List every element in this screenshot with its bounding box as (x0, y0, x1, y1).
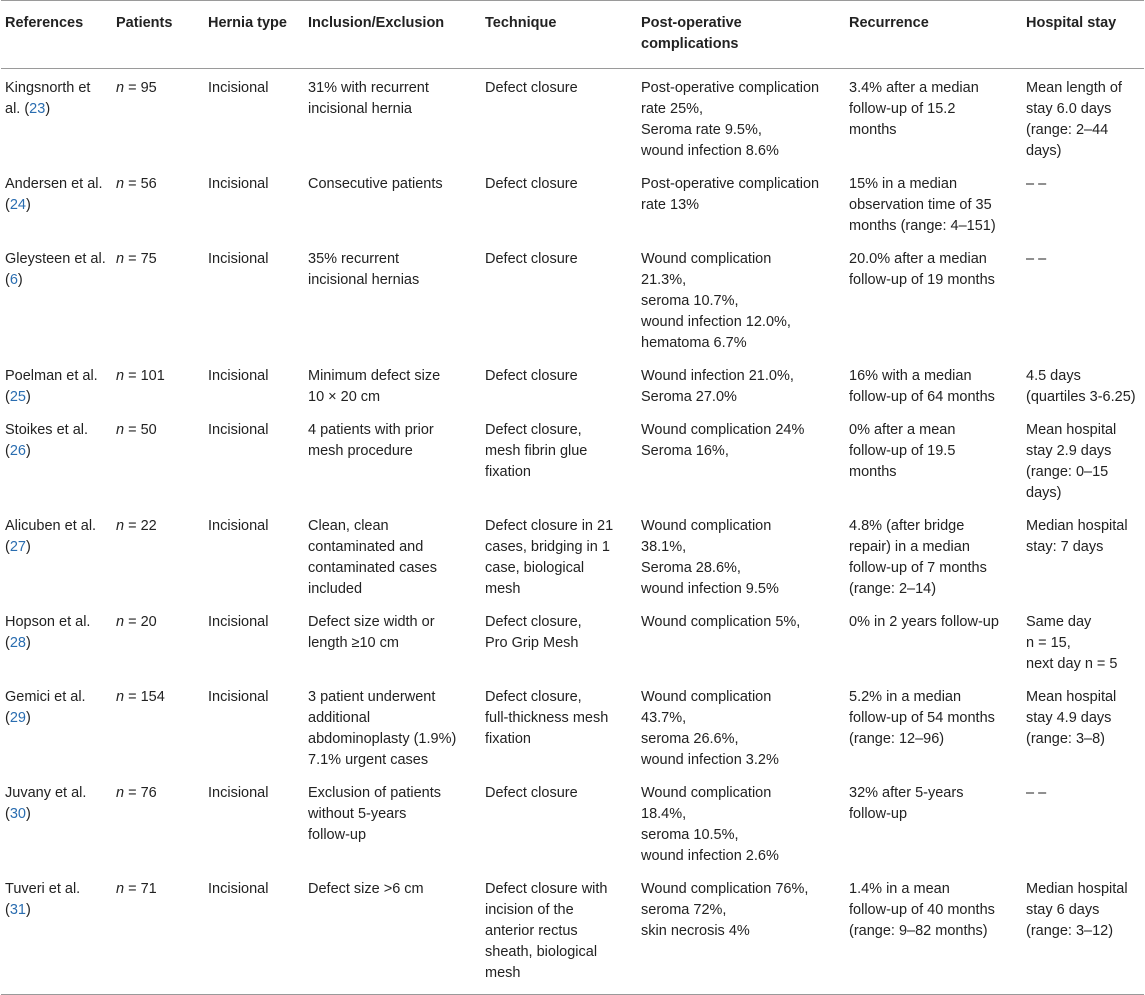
cell-line: seroma 26.6%, (641, 731, 739, 747)
cell-line: Mean hospital (1026, 689, 1117, 705)
cell-line: 43.7%, (641, 710, 687, 726)
cell-line: stay 6 days (1026, 902, 1100, 918)
cell-hernia-type: Incisional (208, 422, 269, 438)
cell-hospital-stay (1022, 606, 1144, 681)
cell-line: contaminated and (308, 539, 424, 555)
cell-complications (637, 510, 845, 606)
header-row (1, 1, 1144, 69)
cell-hospital-stay (1022, 69, 1144, 169)
cell-hernia-type: Incisional (208, 518, 269, 534)
cell-technique (481, 606, 637, 681)
cell-line: follow-up of 7 months (849, 560, 987, 576)
cell-line: without 5-years (308, 806, 407, 822)
reference-link[interactable]: 6 (9, 272, 18, 288)
reference-author: Stoikes et al. ( (5, 422, 89, 459)
cell-line: stay 4.9 days (1026, 710, 1112, 726)
cell-line: Seroma 16%, (641, 443, 729, 459)
cell-line: Median hospital (1026, 518, 1128, 534)
cell-line: Defect closure, (485, 689, 582, 705)
cell-line: sheath, biological (485, 944, 598, 960)
cell-hernia-type: Incisional (208, 368, 269, 384)
cell-patients (112, 873, 204, 995)
cell-line: 35% recurrent (308, 251, 400, 267)
reference-author: Poelman et al. ( (5, 368, 98, 405)
table-body (1, 69, 1144, 995)
cell-line: 18.4%, (641, 806, 687, 822)
cell-line: anterior rectus (485, 923, 578, 939)
cell-line: n = 15, (1026, 635, 1071, 651)
cell-line: Wound complication (641, 251, 772, 267)
cell-line: contaminated cases (308, 560, 437, 576)
patients-count: = 20 (124, 614, 157, 630)
cell-inclusion (304, 681, 481, 777)
cell-recurrence (845, 360, 1022, 414)
cell-line: stay 2.9 days (1026, 443, 1112, 459)
cell-line: mesh procedure (308, 443, 413, 459)
reference-author: Gleysteen et al. ( (5, 251, 106, 288)
cell-line: follow-up of 40 months (849, 902, 995, 918)
cell-complications (637, 360, 845, 414)
cell-line: – – (1026, 785, 1047, 801)
cell-inclusion (304, 243, 481, 360)
cell-line: seroma 10.7%, (641, 293, 739, 309)
cell-line: follow-up of 54 months (849, 710, 995, 726)
cell-line: – – (1026, 251, 1047, 267)
cell-line: 10 × 20 cm (308, 389, 381, 405)
cell-line: Defect closure (485, 176, 578, 192)
cell-line: full-thickness mesh (485, 710, 609, 726)
reference-author: Kingsnorth et al. ( (5, 80, 91, 117)
reference-link[interactable]: 25 (9, 389, 26, 405)
cell-inclusion (304, 606, 481, 681)
cell-line: (quartiles 3-6.25) (1026, 389, 1136, 405)
cell-reference (1, 243, 112, 360)
cell-line: observation time of 35 (849, 197, 992, 213)
cell-line: rate 13% (641, 197, 700, 213)
cell-hospital-stay (1022, 414, 1144, 510)
cell-inclusion (304, 873, 481, 995)
cell-complications (637, 243, 845, 360)
table-row (1, 510, 1144, 606)
cell-line: 4 patients with prior (308, 422, 434, 438)
cell-hospital-stay (1022, 168, 1144, 243)
cell-line: abdominoplasty (1.9%) (308, 731, 457, 747)
cell-line: months (range: 4–151) (849, 218, 996, 234)
patients-n-symbol: n (116, 251, 125, 267)
header-hospital-stay: Hospital stay (1022, 1, 1144, 69)
header-hernia-type: Hernia type (204, 1, 304, 69)
reference-close: ) (25, 635, 31, 651)
cell-line: 0% after a mean (849, 422, 956, 438)
cell-line: follow-up of 19 months (849, 272, 995, 288)
cell-technique (481, 414, 637, 510)
cell-line: (range: 3–8) (1026, 731, 1105, 747)
cell-line: Defect size >6 cm (308, 881, 424, 897)
cell-hospital-stay (1022, 681, 1144, 777)
cell-hernia-type: Incisional (208, 176, 269, 192)
cell-technique (481, 681, 637, 777)
cell-line: 7.1% urgent cases (308, 752, 429, 768)
patients-count: = 154 (124, 689, 165, 705)
patients-n-symbol: n (116, 881, 125, 897)
cell-hernia-type: Incisional (208, 251, 269, 267)
cell-hospital-stay (1022, 777, 1144, 873)
cell-line: Mean length of (1026, 80, 1122, 96)
cell-line: stay 6.0 days (1026, 101, 1112, 117)
cell-line: wound infection 3.2% (641, 752, 779, 768)
reference-author: Andersen et al. ( (5, 176, 103, 213)
cell-line: wound infection 9.5% (641, 581, 779, 597)
cell-line: Defect size width or (308, 614, 435, 630)
patients-count: = 56 (124, 176, 157, 192)
cell-inclusion (304, 414, 481, 510)
reference-link[interactable]: 30 (9, 806, 26, 822)
reference-close: ) (25, 710, 31, 726)
reference-close: ) (45, 101, 51, 117)
cell-hospital-stay (1022, 873, 1144, 995)
cell-line: Seroma 27.0% (641, 389, 737, 405)
table-row (1, 873, 1144, 995)
cell-reference (1, 414, 112, 510)
cell-inclusion (304, 777, 481, 873)
cell-line: days) (1026, 485, 1062, 501)
reference-link[interactable]: 27 (9, 539, 26, 555)
cell-line: Wound complication 24% (641, 422, 805, 438)
cell-line: repair) in a median (849, 539, 970, 555)
cell-line: Wound infection 21.0%, (641, 368, 794, 384)
cell-line: 1.4% in a mean (849, 881, 950, 897)
reference-link[interactable]: 31 (9, 902, 26, 918)
cell-line: cases, bridging in 1 (485, 539, 610, 555)
cell-recurrence (845, 414, 1022, 510)
cell-recurrence (845, 510, 1022, 606)
cell-line: Exclusion of patients (308, 785, 441, 801)
header-complications: Post-operative complications (637, 1, 845, 69)
cell-line: Pro Grip Mesh (485, 635, 579, 651)
cell-line: follow-up of 19.5 (849, 443, 956, 459)
cell-recurrence (845, 69, 1022, 169)
cell-line: 0% in 2 years follow-up (849, 614, 999, 630)
cell-line: Defect closure (485, 368, 578, 384)
cell-hernia-type: Incisional (208, 785, 269, 801)
cell-line: Wound complication (641, 518, 772, 534)
table-row (1, 681, 1144, 777)
cell-line: Clean, clean (308, 518, 389, 534)
cell-recurrence (845, 606, 1022, 681)
table-row (1, 414, 1144, 510)
cell-reference (1, 681, 112, 777)
cell-patients (112, 606, 204, 681)
cell-hernia-type: Incisional (204, 873, 304, 995)
cell-line: – – (1026, 176, 1047, 192)
cell-line: 38.1%, (641, 539, 687, 555)
cell-patients (112, 69, 204, 169)
cell-line: length ≥10 cm (308, 635, 399, 651)
cell-hernia-type: Incisional (208, 689, 269, 705)
reference-close: ) (25, 539, 31, 555)
cell-line: next day n = 5 (1026, 656, 1118, 672)
cell-recurrence (845, 873, 1022, 995)
cell-complications (637, 69, 845, 169)
cell-line: case, biological (485, 560, 585, 576)
cell-hospital-stay (1022, 360, 1144, 414)
cell-line: 4.8% (after bridge (849, 518, 965, 534)
table-row (1, 360, 1144, 414)
cell-line: wound infection 2.6% (641, 848, 779, 864)
cell-line: months (849, 464, 897, 480)
patients-n-symbol: n (116, 689, 125, 705)
cell-line: Defect closure (485, 80, 578, 96)
cell-line: (range: 2–44 (1026, 122, 1109, 138)
studies-table (1, 0, 1144, 995)
cell-line: months (849, 122, 897, 138)
cell-line: hematoma 6.7% (641, 335, 747, 351)
reference-close: ) (25, 443, 31, 459)
cell-line: incisional hernias (308, 272, 420, 288)
reference-link[interactable]: 24 (9, 197, 26, 213)
cell-line: Same day (1026, 614, 1092, 630)
patients-n-symbol: n (116, 785, 125, 801)
cell-line: rate 25%, (641, 101, 704, 117)
cell-line: Wound complication 5%, (641, 614, 801, 630)
cell-line: additional (308, 710, 371, 726)
reference-link[interactable]: 23 (29, 101, 46, 117)
cell-line: Post-operative complication (641, 176, 820, 192)
reference-close: ) (17, 272, 23, 288)
cell-line: 5.2% in a median (849, 689, 962, 705)
cell-line: mesh (485, 965, 521, 981)
cell-line: 20.0% after a median (849, 251, 987, 267)
cell-line: Defect closure (485, 785, 578, 801)
cell-complications (637, 681, 845, 777)
patients-n-symbol: n (116, 176, 125, 192)
reference-close: ) (25, 806, 31, 822)
cell-patients (112, 168, 204, 243)
patients-count: = 50 (124, 422, 157, 438)
cell-line: follow-up of 64 months (849, 389, 995, 405)
cell-line: 4.5 days (1026, 368, 1081, 384)
patients-count: = 75 (124, 251, 157, 267)
cell-line: incision of the (485, 902, 574, 918)
cell-technique (481, 243, 637, 360)
cell-inclusion (304, 69, 481, 169)
cell-line: 3 patient underwent (308, 689, 436, 705)
cell-recurrence (845, 168, 1022, 243)
patients-count: = 76 (124, 785, 157, 801)
cell-line: 21.3%, (641, 272, 687, 288)
cell-line: 3.4% after a median (849, 80, 979, 96)
cell-line: Wound complication (641, 689, 772, 705)
cell-technique (481, 69, 637, 169)
cell-line: incisional hernia (308, 101, 412, 117)
cell-patients (112, 777, 204, 873)
cell-line: seroma 10.5%, (641, 827, 739, 843)
cell-line: 32% after 5-years (849, 785, 964, 801)
cell-reference (1, 510, 112, 606)
patients-n-symbol: n (116, 518, 125, 534)
cell-technique (481, 360, 637, 414)
cell-complications (637, 414, 845, 510)
cell-line: Minimum defect size (308, 368, 441, 384)
cell-recurrence (845, 243, 1022, 360)
cell-recurrence (845, 681, 1022, 777)
cell-line: Wound complication (641, 785, 772, 801)
patients-n-symbol: n (116, 368, 125, 384)
cell-line: seroma 72%, (641, 902, 727, 918)
cell-line: stay: 7 days (1026, 539, 1104, 555)
header-inclusion-exclusion: Inclusion/Exclusion (304, 1, 481, 69)
reference-link[interactable]: 26 (9, 443, 26, 459)
cell-line: Mean hospital (1026, 422, 1117, 438)
cell-line: Seroma 28.6%, (641, 560, 741, 576)
cell-reference (1, 606, 112, 681)
cell-hospital-stay (1022, 510, 1144, 606)
cell-inclusion (304, 360, 481, 414)
cell-line: Wound complication 76%, (641, 881, 809, 897)
cell-technique (481, 168, 637, 243)
reference-link[interactable]: 28 (9, 635, 26, 651)
table-row (1, 606, 1144, 681)
reference-close: ) (25, 389, 31, 405)
cell-patients (112, 414, 204, 510)
cell-line: Defect closure (485, 251, 578, 267)
cell-line: days) (1026, 143, 1062, 159)
cell-line: Post-operative complication (641, 80, 820, 96)
table-row (1, 777, 1144, 873)
header-references: References (1, 1, 112, 69)
cell-line: wound infection 12.0%, (641, 314, 791, 330)
cell-reference (1, 873, 112, 995)
cell-line: Consecutive patients (308, 176, 443, 192)
cell-line: 16% with a median (849, 368, 972, 384)
cell-line: skin necrosis 4% (641, 923, 750, 939)
cell-line: Defect closure, (485, 614, 582, 630)
reference-close: ) (25, 197, 31, 213)
cell-hernia-type: Incisional (208, 614, 269, 630)
cell-line: wound infection 8.6% (641, 143, 779, 159)
table-row (1, 243, 1144, 360)
reference-author: Alicuben et al. ( (5, 518, 97, 555)
reference-author: Juvany et al. ( (5, 785, 87, 822)
patients-count: = 101 (124, 368, 165, 384)
cell-hospital-stay (1022, 243, 1144, 360)
header-recurrence: Recurrence (845, 1, 1022, 69)
cell-patients (112, 681, 204, 777)
reference-author: Gemici et al. ( (5, 689, 86, 726)
cell-line: follow-up (308, 827, 367, 843)
cell-line: Defect closure, (485, 422, 582, 438)
cell-line: included (308, 581, 363, 597)
patients-n-symbol: n (116, 614, 125, 630)
table-row (1, 69, 1144, 169)
cell-line: mesh (485, 581, 521, 597)
cell-line: Defect closure with (485, 881, 608, 897)
cell-line: (range: 3–12) (1026, 923, 1114, 939)
header-technique: Technique (481, 1, 637, 69)
cell-line: fixation (485, 464, 531, 480)
cell-patients (112, 243, 204, 360)
cell-complications (637, 777, 845, 873)
cell-complications (637, 168, 845, 243)
cell-line: Defect closure in 21 (485, 518, 614, 534)
cell-line: 31% with recurrent (308, 80, 429, 96)
cell-reference (1, 168, 112, 243)
cell-line: (range: 9–82 months) (849, 923, 988, 939)
patients-n-symbol: n (116, 422, 125, 438)
cell-line: (range: 2–14) (849, 581, 937, 597)
cell-line: Seroma rate 9.5%, (641, 122, 762, 138)
patients-count: = 95 (124, 80, 157, 96)
cell-reference (1, 69, 112, 169)
cell-recurrence (845, 777, 1022, 873)
cell-line: follow-up of 15.2 (849, 101, 956, 117)
cell-hernia-type: Incisional (208, 80, 269, 96)
reference-author: Tuveri et al. ( (5, 881, 81, 918)
cell-technique (481, 873, 637, 995)
cell-line: (range: 12–96) (849, 731, 945, 747)
cell-line: 15% in a median (849, 176, 958, 192)
reference-close: ) (25, 902, 31, 918)
cell-reference (1, 360, 112, 414)
cell-complications (637, 606, 845, 681)
cell-technique (481, 777, 637, 873)
cell-line: (range: 0–15 (1026, 464, 1109, 480)
patients-count: = 71 (124, 881, 157, 897)
cell-line: follow-up (849, 806, 908, 822)
cell-patients (112, 510, 204, 606)
cell-line: fixation (485, 731, 531, 747)
cell-inclusion (304, 168, 481, 243)
patients-count: = 22 (124, 518, 157, 534)
reference-link[interactable]: 29 (9, 710, 26, 726)
patients-n-symbol: n (116, 80, 125, 96)
cell-line: mesh fibrin glue (485, 443, 588, 459)
reference-author: Hopson et al. ( (5, 614, 91, 651)
table-row (1, 168, 1144, 243)
header-patients: Patients (112, 1, 204, 69)
cell-technique (481, 510, 637, 606)
cell-patients (112, 360, 204, 414)
cell-complications (637, 873, 845, 995)
cell-reference (1, 777, 112, 873)
cell-line: Median hospital (1026, 881, 1128, 897)
cell-inclusion (304, 510, 481, 606)
